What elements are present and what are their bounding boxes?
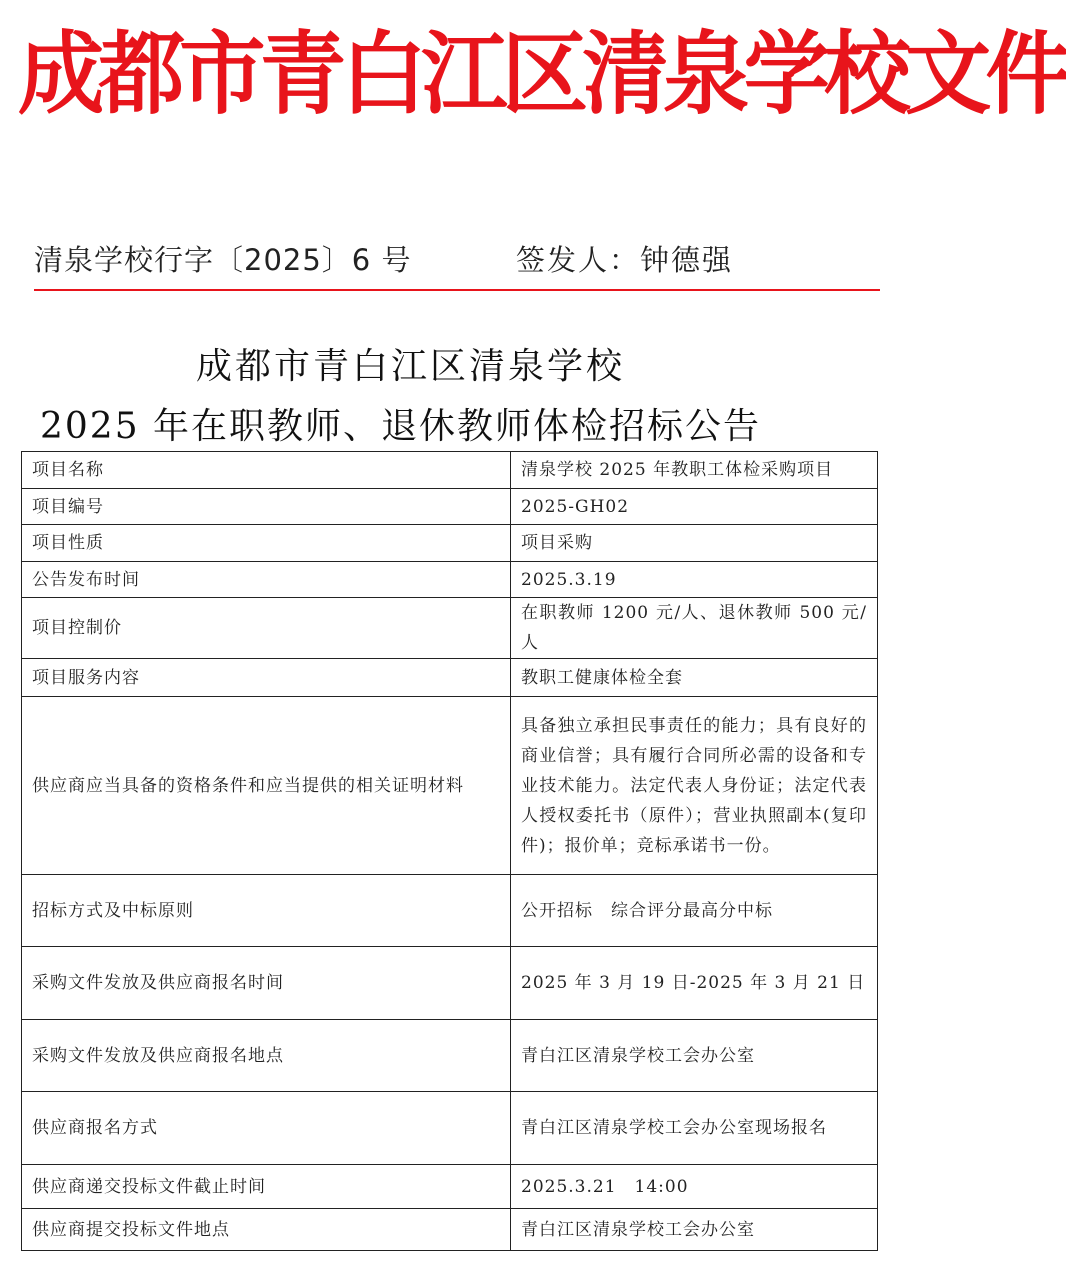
row-value: 2025.3.21 14:00 [511,1165,878,1209]
row-label: 供应商应当具备的资格条件和应当提供的相关证明材料 [22,697,511,875]
row-label: 采购文件发放及供应商报名地点 [22,1020,511,1092]
table-row [22,525,878,562]
table-row [22,875,878,947]
table-row [22,1092,878,1165]
table-row [22,1020,878,1092]
notice-title-line1: 成都市青白江区清泉学校 [196,346,626,387]
signer: 签发人：钟德强 [516,243,734,277]
row-value: 教职工健康体检全套 [511,659,878,697]
row-value: 具备独立承担民事责任的能力；具有良好的商业信誉；具有履行合同所必需的设备和专业技术能力。法定代表人身份证；法定代表人授权委托书（原件）；营业执照副本(复印件)；报价单；竞标承诺书一份。 [511,697,878,875]
table-row [22,489,878,525]
row-value: 2025.3.19 [511,562,878,598]
row-label: 项目控制价 [22,598,511,659]
notice-title-line2: 2025 年在职教师、退休教师体检招标公告 [40,406,762,447]
table-row [22,562,878,598]
table-row [22,947,878,1020]
row-label: 供应商提交投标文件地点 [22,1209,511,1251]
row-value: 公开招标 综合评分最高分中标 [511,875,878,947]
row-value: 青白江区清泉学校工会办公室 [511,1209,878,1251]
row-label: 项目名称 [22,452,511,489]
table-row [22,452,878,489]
row-value: 青白江区清泉学校工会办公室 [511,1020,878,1092]
row-value: 项目采购 [511,525,878,562]
row-label: 招标方式及中标原则 [22,875,511,947]
table-row [22,1209,878,1251]
row-value: 2025-GH02 [511,489,878,525]
row-label: 项目性质 [22,525,511,562]
tender-info-table [21,451,878,1251]
table-row [22,598,878,659]
row-value: 2025 年 3 月 19 日-2025 年 3 月 21 日 [511,947,878,1020]
row-label: 供应商报名方式 [22,1092,511,1165]
row-label: 项目编号 [22,489,511,525]
red-divider [34,289,880,291]
row-label: 项目服务内容 [22,659,511,697]
document-masthead: 成都市青白江区清泉学校文件 [17,21,1066,127]
row-value: 清泉学校 2025 年教职工体检采购项目 [511,452,878,489]
row-label: 采购文件发放及供应商报名时间 [22,947,511,1020]
table-row [22,659,878,697]
row-value: 在职教师 1200 元/人、退休教师 500 元/人 [511,598,878,659]
row-value: 青白江区清泉学校工会办公室现场报名 [511,1092,878,1165]
row-label: 公告发布时间 [22,562,511,598]
table-row [22,697,878,875]
document-number: 清泉学校行字〔2025〕6 号 [34,243,412,277]
row-label: 供应商递交投标文件截止时间 [22,1165,511,1209]
table-row [22,1165,878,1209]
